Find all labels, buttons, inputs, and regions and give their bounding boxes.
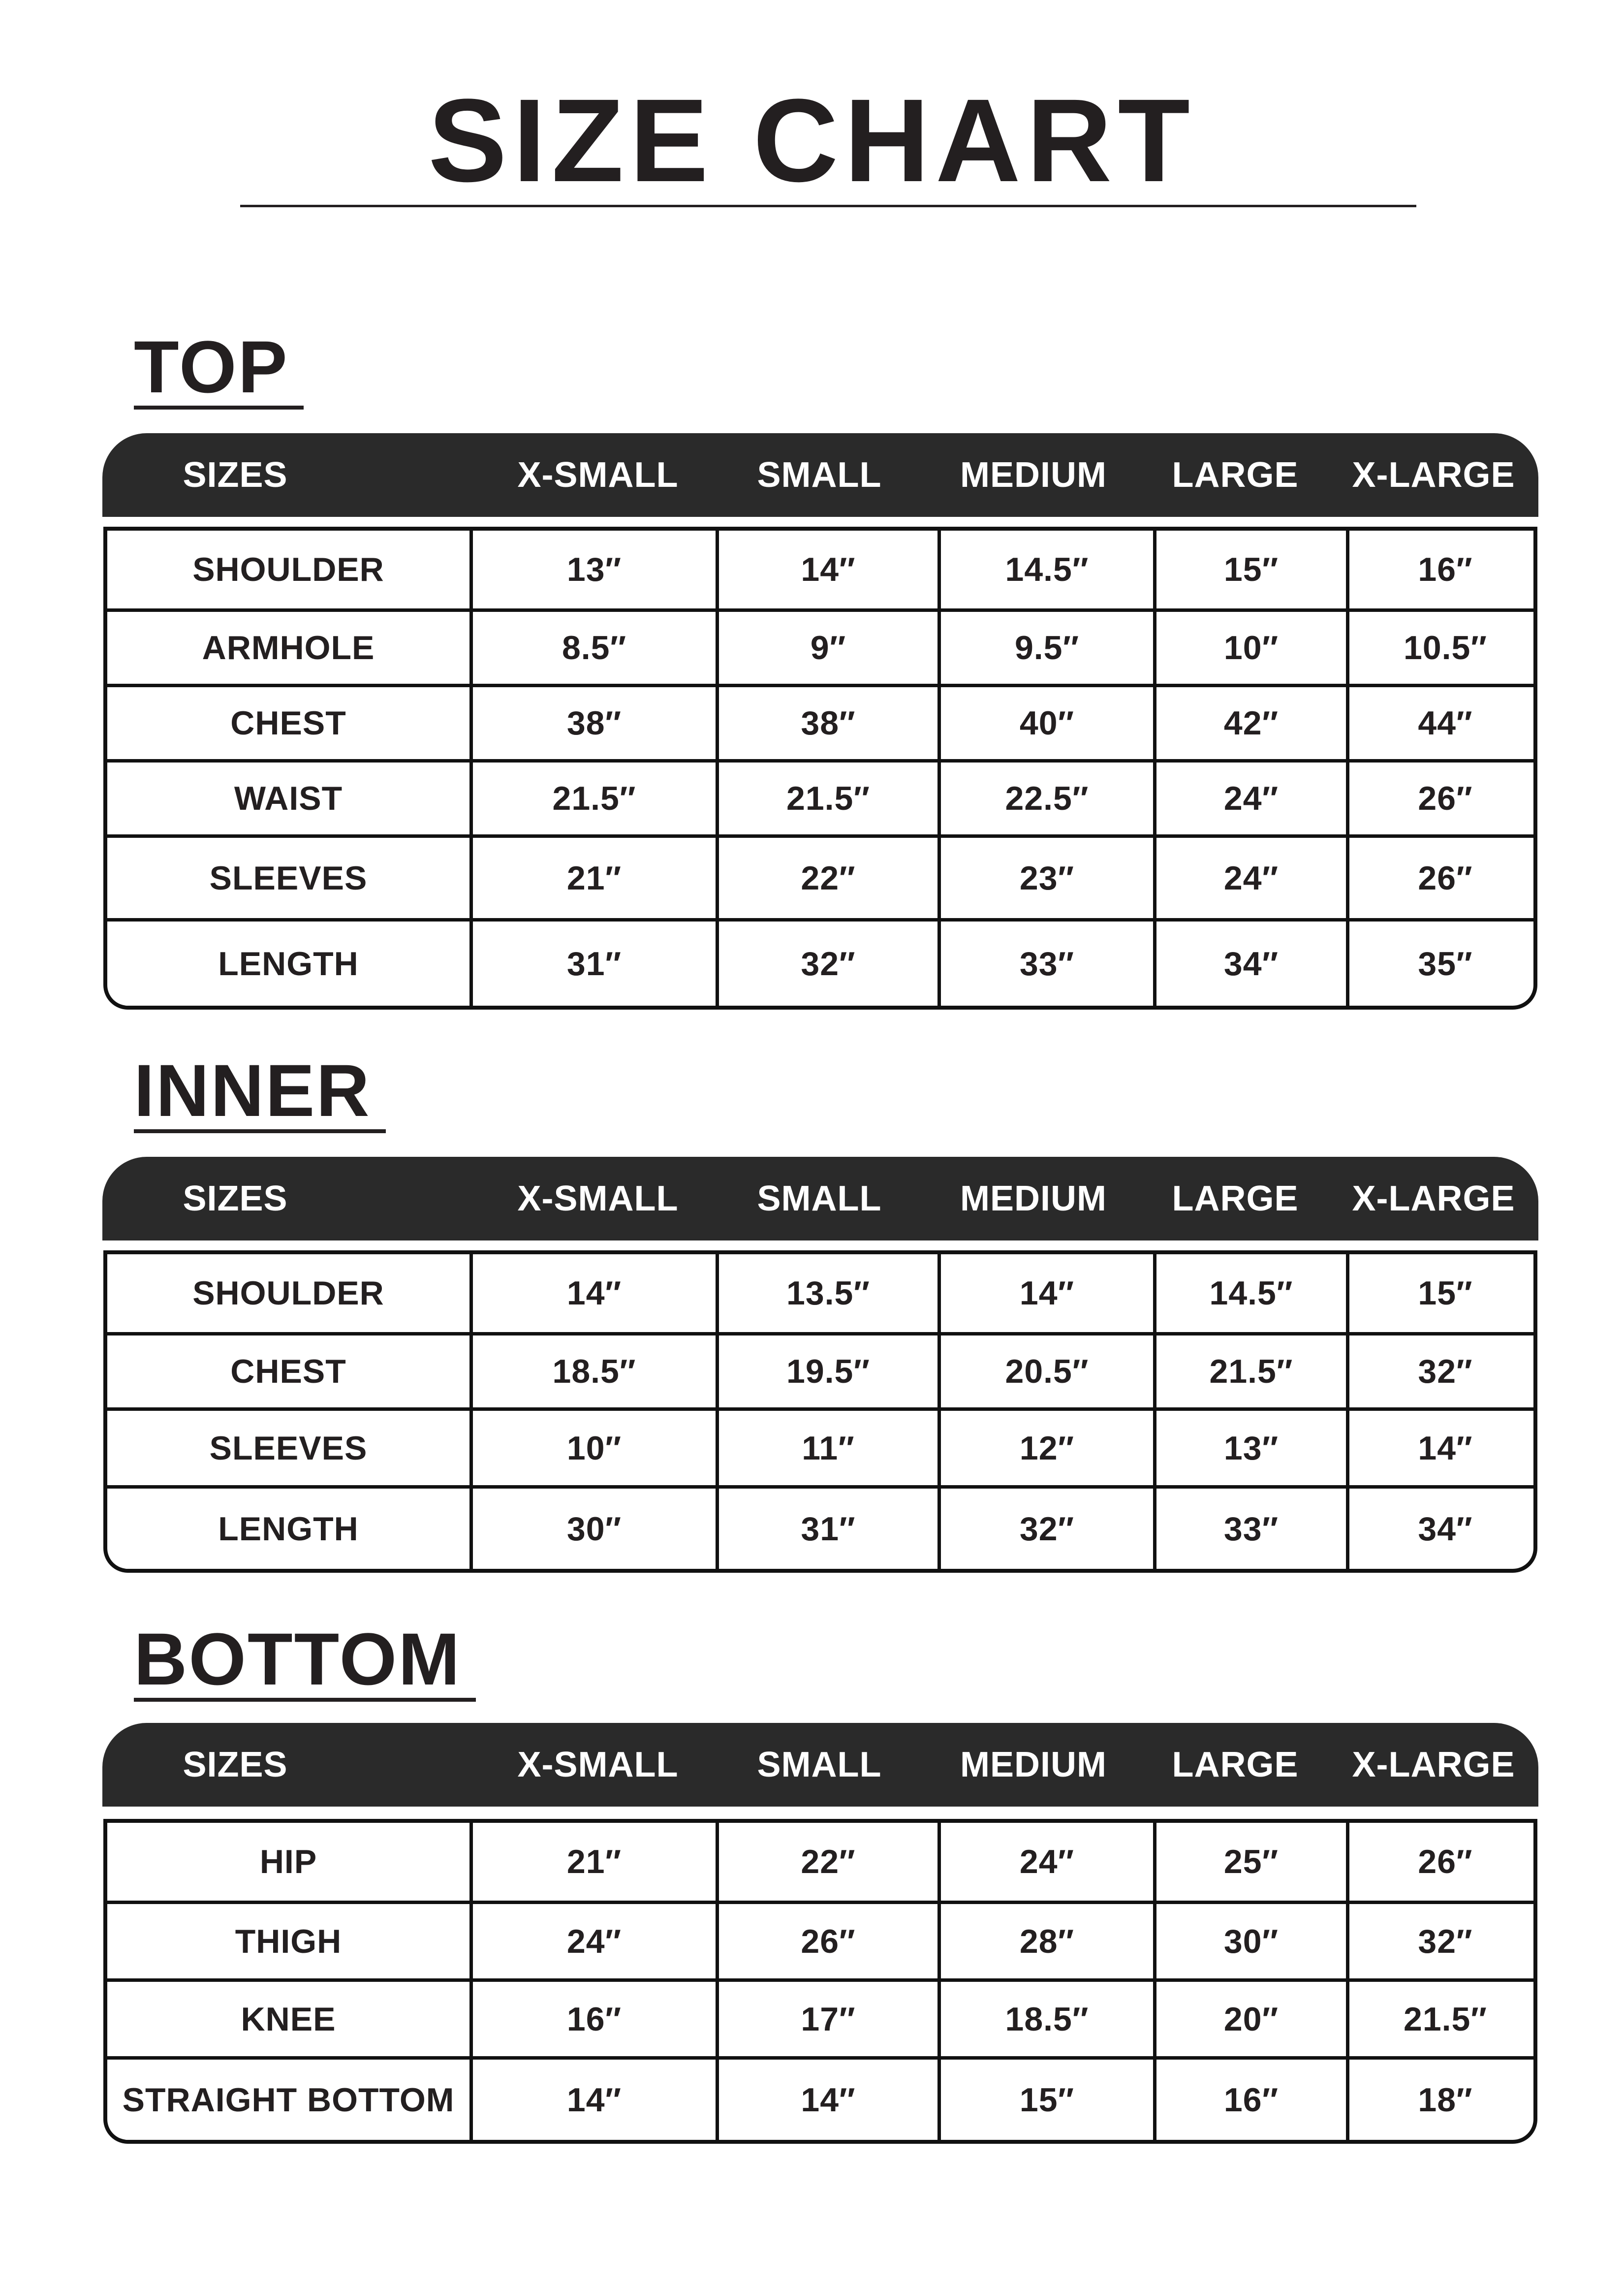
column-header: SMALL	[757, 1745, 882, 1784]
table-cell: 23″	[937, 838, 1153, 918]
column-header: LARGE	[1172, 455, 1299, 495]
row-label: SHOULDER	[192, 1274, 384, 1312]
table-cell: 14″	[716, 531, 937, 608]
table-cell: 8.5″	[469, 612, 716, 684]
table-cell: 9.5″	[937, 612, 1153, 684]
table-cell: 24″	[1153, 838, 1346, 918]
table-cell: 22″	[716, 838, 937, 918]
table-cell: 12″	[937, 1411, 1153, 1485]
table-cell: 15″	[1346, 1254, 1537, 1332]
table-header-top	[102, 433, 1538, 517]
table-row	[107, 759, 1533, 834]
table-row	[107, 1332, 1533, 1407]
column-header: SMALL	[757, 1179, 882, 1218]
table-cell: 35″	[1346, 922, 1537, 1006]
row-label: STRAIGHT BOTTOM	[122, 2081, 455, 2119]
table-cell: 44″	[1346, 687, 1537, 759]
column-header: SIZES	[183, 1179, 288, 1218]
table-cell: 9″	[716, 612, 937, 684]
section-title-inner: INNER	[134, 1053, 386, 1133]
table-cell: 32″	[937, 1489, 1153, 1569]
table-cell: 16″	[1346, 531, 1537, 608]
row-label: SLEEVES	[209, 1429, 368, 1467]
row-label: ARMHOLE	[202, 629, 375, 667]
table-cell: 21″	[469, 1823, 716, 1901]
table-header-inner	[102, 1157, 1538, 1240]
table-row	[107, 1485, 1533, 1569]
table-cell: 13″	[469, 531, 716, 608]
column-header: MEDIUM	[960, 455, 1107, 495]
table-cell: 33″	[937, 922, 1153, 1006]
title-divider	[240, 205, 1416, 207]
table-row	[107, 531, 1533, 608]
table-cell: 10″	[1153, 612, 1346, 684]
table-cell: 22″	[716, 1823, 937, 1901]
table-cell: 31″	[716, 1489, 937, 1569]
table-body-top	[103, 527, 1537, 1010]
table-row	[107, 834, 1533, 918]
table-cell: 40″	[937, 687, 1153, 759]
column-header: X-LARGE	[1352, 1745, 1515, 1784]
table-cell: 21.5″	[469, 763, 716, 834]
table-cell: 33″	[1153, 1489, 1346, 1569]
column-header: LARGE	[1172, 1745, 1299, 1784]
table-row	[107, 2056, 1533, 2140]
column-header: MEDIUM	[960, 1745, 1107, 1784]
table-row	[107, 684, 1533, 759]
table-cell: 21″	[469, 838, 716, 918]
table-cell: 14″	[716, 2060, 937, 2140]
table-cell: 10″	[469, 1411, 716, 1485]
table-cell: 16″	[469, 1982, 716, 2056]
table-cell: 38″	[469, 687, 716, 759]
table-cell: 14″	[937, 1254, 1153, 1332]
table-row	[107, 918, 1533, 1006]
table-header-bottom	[102, 1723, 1538, 1807]
row-label: KNEE	[241, 2000, 336, 2038]
table-cell: 38″	[716, 687, 937, 759]
row-label: HIP	[259, 1843, 317, 1880]
table-cell: 26″	[1346, 838, 1537, 918]
row-label: SHOULDER	[192, 551, 384, 588]
table-cell: 32″	[1346, 1335, 1537, 1407]
table-row	[107, 1978, 1533, 2056]
table-cell: 18″	[1346, 2060, 1537, 2140]
table-cell: 26″	[716, 1904, 937, 1978]
column-header: SMALL	[757, 455, 882, 495]
table-cell: 18.5″	[937, 1982, 1153, 2056]
table-cell: 42″	[1153, 687, 1346, 759]
table-cell: 31″	[469, 922, 716, 1006]
table-cell: 21.5″	[716, 763, 937, 834]
table-cell: 14″	[469, 1254, 716, 1332]
table-cell: 26″	[1346, 763, 1537, 834]
table-cell: 26″	[1346, 1823, 1537, 1901]
table-row	[107, 1407, 1533, 1485]
table-cell: 15″	[937, 2060, 1153, 2140]
table-row	[107, 1823, 1533, 1901]
table-cell: 32″	[716, 922, 937, 1006]
table-cell: 15″	[1153, 531, 1346, 608]
column-header: X-LARGE	[1352, 455, 1515, 495]
section-title-bottom: BOTTOM	[134, 1622, 476, 1702]
table-cell: 17″	[716, 1982, 937, 2056]
column-header: X-LARGE	[1352, 1179, 1515, 1218]
row-label: CHEST	[230, 1353, 346, 1390]
table-cell: 10.5″	[1346, 612, 1537, 684]
column-header: LARGE	[1172, 1179, 1299, 1218]
table-cell: 20.5″	[937, 1335, 1153, 1407]
row-label: LENGTH	[218, 1510, 359, 1548]
table-cell: 24″	[1153, 763, 1346, 834]
table-cell: 21.5″	[1346, 1982, 1537, 2056]
column-header: SIZES	[183, 1745, 288, 1784]
table-cell: 13″	[1153, 1411, 1346, 1485]
table-row	[107, 1901, 1533, 1978]
row-label: CHEST	[230, 704, 346, 742]
section-title-top: TOP	[134, 330, 304, 410]
table-cell: 34″	[1153, 922, 1346, 1006]
table-body-inner	[103, 1250, 1537, 1573]
table-row	[107, 1254, 1533, 1332]
column-header: X-SMALL	[517, 455, 679, 495]
table-cell: 34″	[1346, 1489, 1537, 1569]
table-cell: 25″	[1153, 1823, 1346, 1901]
row-label: THIGH	[235, 1922, 342, 1960]
table-cell: 24″	[469, 1904, 716, 1978]
table-cell: 11″	[716, 1411, 937, 1485]
row-label: WAIST	[234, 780, 343, 817]
table-body-bottom	[103, 1819, 1537, 2144]
table-cell: 24″	[937, 1823, 1153, 1901]
row-label: LENGTH	[218, 945, 359, 983]
column-header: X-SMALL	[517, 1745, 679, 1784]
page-title: SIZE CHART	[428, 74, 1196, 206]
table-cell: 19.5″	[716, 1335, 937, 1407]
table-cell: 20″	[1153, 1982, 1346, 2056]
column-header: SIZES	[183, 455, 288, 495]
table-cell: 30″	[1153, 1904, 1346, 1978]
table-row	[107, 608, 1533, 684]
table-cell: 21.5″	[1153, 1335, 1346, 1407]
table-cell: 32″	[1346, 1904, 1537, 1978]
table-cell: 13.5″	[716, 1254, 937, 1332]
table-cell: 28″	[937, 1904, 1153, 1978]
column-header: X-SMALL	[517, 1179, 679, 1218]
table-cell: 18.5″	[469, 1335, 716, 1407]
table-cell: 14.5″	[1153, 1254, 1346, 1332]
column-header: MEDIUM	[960, 1179, 1107, 1218]
table-cell: 14″	[1346, 1411, 1537, 1485]
table-cell: 16″	[1153, 2060, 1346, 2140]
table-cell: 22.5″	[937, 763, 1153, 834]
row-label: SLEEVES	[209, 859, 368, 897]
table-cell: 30″	[469, 1489, 716, 1569]
table-cell: 14″	[469, 2060, 716, 2140]
table-cell: 14.5″	[937, 531, 1153, 608]
